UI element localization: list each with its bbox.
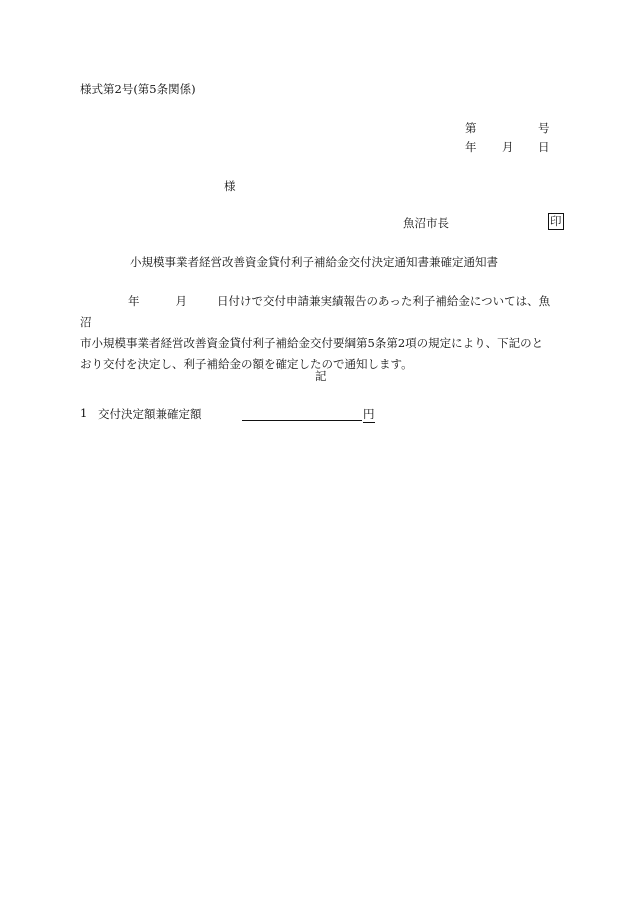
amount-unit: 円: [363, 407, 375, 421]
item-label: 交付決定額兼確定額: [98, 407, 202, 421]
body-line-1-text: 日付けで交付申請兼実績報告のあった利子補給金については、魚沼: [80, 294, 551, 329]
document-title: 小規模事業者経営改善資金貸付利子補給金交付決定通知書兼確定通知書: [130, 255, 498, 269]
form-number: 様式第2号(第5条関係): [80, 82, 196, 96]
body-paragraph: [80, 291, 552, 375]
seal-stamp: 印: [550, 214, 562, 228]
body-line-3: おり交付を決定し、利子補給金の額を確定したので通知します。: [80, 357, 413, 371]
body-line-1: [80, 291, 552, 333]
issue-month: 月: [502, 140, 514, 154]
issue-number-prefix: 第: [465, 121, 477, 135]
body-line-2: 市小規模事業者経営改善資金貸付利子補給金交付要綱第5条第2項の規定により、下記のと: [80, 336, 544, 350]
issue-year: 年: [465, 140, 477, 154]
ki-heading: 記: [315, 369, 327, 383]
issue-number-suffix: 号: [538, 121, 550, 135]
body-year: 年: [128, 294, 140, 308]
addressee-honorific: 様: [224, 179, 236, 193]
sender-name: 魚沼市長: [403, 216, 449, 230]
body-month: 月: [175, 294, 187, 308]
item-number: 1: [80, 406, 88, 420]
issue-day: 日: [538, 140, 550, 154]
amount-blank-line: [242, 406, 362, 421]
